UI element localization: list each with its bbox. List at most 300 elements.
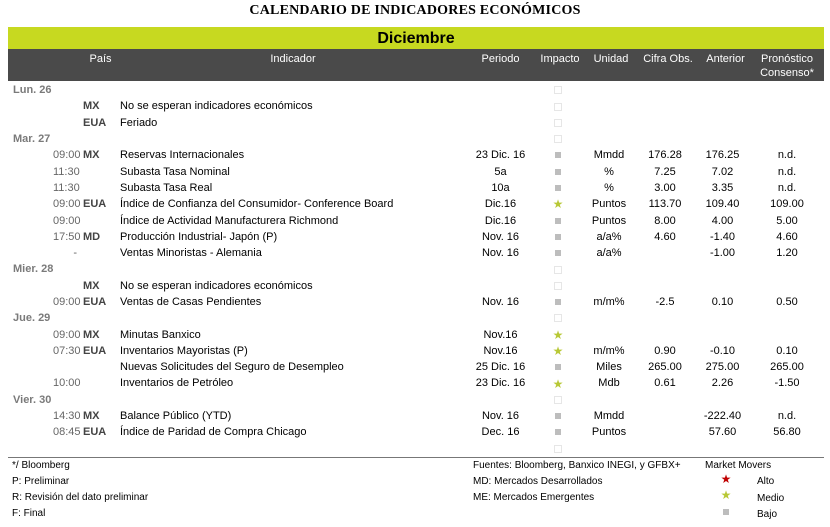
empty-square-icon — [554, 86, 562, 94]
row-impact — [533, 310, 583, 326]
row-date: Lun. 26 — [13, 84, 52, 97]
row-date — [8, 359, 53, 375]
row-forecast — [750, 310, 824, 326]
row-country — [83, 375, 120, 391]
row-country — [83, 163, 120, 179]
footnote-bloomberg: */ Bloomberg — [12, 460, 70, 471]
medio-star-icon: ★ — [552, 197, 564, 212]
row-country — [83, 441, 120, 457]
row-prev: 0.10 — [711, 296, 734, 308]
row-prev: 2.26 — [711, 377, 734, 390]
empty-square-icon — [554, 135, 562, 143]
row-obs: 113.70 — [648, 198, 682, 211]
row-unit: % — [604, 181, 614, 194]
row-impact — [533, 261, 583, 277]
row-obs: 176.28 — [648, 149, 682, 162]
row-impact — [533, 424, 583, 440]
row-period — [468, 392, 533, 408]
row-time — [53, 359, 83, 375]
page-title: CALENDARIO DE INDICADORES ECONÓMICOS — [249, 3, 581, 18]
row-date — [8, 115, 53, 131]
row-time: 07:30 — [53, 344, 81, 357]
row-date — [8, 278, 53, 294]
row-forecast: n.d. — [777, 181, 797, 194]
row-date — [8, 163, 53, 179]
empty-square-icon — [554, 396, 562, 404]
row-prev: -0.10 — [709, 344, 736, 357]
row-indicator — [120, 261, 468, 277]
footer-divider — [8, 457, 824, 458]
row-period — [468, 98, 533, 114]
row-forecast — [750, 278, 824, 294]
row-period: Dec. 16 — [481, 426, 520, 439]
legend-title: Market Movers — [705, 460, 772, 471]
table-row — [8, 343, 824, 359]
header-anterior: Anterior — [706, 53, 745, 65]
bajo-square-icon — [555, 429, 561, 435]
row-prev — [695, 326, 750, 342]
row-prev: -1.40 — [709, 230, 736, 243]
bajo-square-icon — [555, 413, 561, 419]
legend-alto: Alto — [757, 476, 775, 487]
row-impact — [533, 245, 583, 261]
table-row — [8, 392, 824, 408]
row-obs — [635, 441, 695, 457]
table-row — [8, 115, 824, 131]
row-prev: -222.40 — [703, 410, 742, 423]
bajo-square-icon — [555, 169, 561, 175]
row-prev: 4.00 — [711, 214, 734, 227]
row-date — [8, 245, 53, 261]
row-prev — [695, 131, 750, 147]
row-time: 11:30 — [53, 181, 80, 194]
row-indicator: No se esperan indicadores económicos — [120, 100, 313, 113]
empty-square-icon — [554, 282, 562, 290]
row-forecast: n.d. — [777, 410, 797, 423]
row-time: 09:00 — [53, 328, 81, 341]
row-country: MD — [83, 230, 101, 243]
row-country — [83, 310, 120, 326]
row-forecast — [750, 441, 824, 457]
row-country: MX — [83, 279, 100, 292]
row-country — [83, 245, 120, 261]
row-country — [83, 212, 120, 228]
row-impact — [533, 229, 583, 245]
row-period: Nov. 16 — [481, 410, 520, 423]
row-time — [53, 441, 83, 457]
table-row — [8, 326, 824, 342]
empty-square-icon — [554, 103, 562, 111]
footnote-me: ME: Mercados Emergentes — [473, 492, 595, 503]
row-indicator — [120, 310, 468, 326]
table-row — [8, 294, 824, 310]
row-unit: m/m% — [593, 344, 625, 357]
table-header — [8, 49, 824, 81]
row-prev — [695, 115, 750, 131]
row-unit: Puntos — [591, 214, 627, 227]
row-unit: m/m% — [593, 296, 625, 308]
row-prev: 57.60 — [708, 426, 737, 439]
bajo-square-icon — [719, 506, 733, 518]
row-obs — [635, 278, 695, 294]
row-forecast — [750, 261, 824, 277]
row-date — [8, 441, 53, 457]
header-pronostico-line2: Consenso* — [760, 67, 814, 79]
row-forecast — [750, 392, 824, 408]
row-time — [53, 261, 83, 277]
row-period — [468, 310, 533, 326]
row-date — [8, 326, 53, 342]
table-row — [8, 261, 824, 277]
row-obs — [635, 98, 695, 114]
row-prev — [695, 310, 750, 326]
row-unit — [583, 392, 635, 408]
row-unit: Puntos — [591, 426, 627, 439]
row-period — [468, 278, 533, 294]
row-unit: a/a% — [596, 230, 622, 243]
bajo-square-icon — [555, 218, 561, 224]
row-period: Dic.16 — [484, 214, 517, 227]
row-unit — [583, 98, 635, 114]
row-obs — [635, 115, 695, 131]
row-period: 5a — [494, 165, 507, 178]
row-indicator: Producción Industrial- Japón (P) — [120, 230, 278, 243]
row-time: 11:30 — [53, 165, 80, 178]
row-date — [8, 343, 53, 359]
row-indicator: No se esperan indicadores económicos — [120, 279, 313, 292]
row-obs: 4.60 — [654, 230, 676, 243]
row-date — [8, 212, 53, 228]
row-obs — [635, 310, 695, 326]
row-time: 17:50 — [53, 230, 81, 243]
row-forecast: 1.20 — [776, 247, 798, 260]
row-unit — [583, 261, 635, 277]
row-impact — [533, 180, 583, 196]
month-banner: Diciembre — [8, 27, 824, 49]
row-indicator: Feriado — [120, 116, 158, 129]
bajo-square-icon — [555, 234, 561, 240]
header-periodo: Periodo — [481, 53, 520, 65]
footnote-revision: R: Revisión del dato preliminar — [12, 492, 149, 503]
row-prev — [695, 278, 750, 294]
row-country: EUA — [83, 198, 107, 211]
row-impact — [533, 98, 583, 114]
row-period — [468, 441, 533, 457]
row-obs: 0.90 — [654, 344, 676, 357]
row-time: 09:00 — [53, 198, 81, 211]
row-indicator — [120, 441, 468, 457]
row-country: MX — [83, 328, 100, 341]
row-indicator: Ventas de Casas Pendientes — [120, 296, 262, 308]
alto-star-icon: ★ — [720, 472, 732, 486]
empty-square-icon — [554, 266, 562, 274]
row-period: Nov.16 — [483, 328, 518, 341]
row-period: 10a — [491, 181, 510, 194]
row-date — [8, 196, 53, 212]
bajo-square-icon — [555, 364, 561, 370]
row-time: - — [73, 247, 77, 260]
row-obs — [635, 131, 695, 147]
row-date — [8, 147, 53, 163]
row-unit — [583, 278, 635, 294]
row-unit — [583, 131, 635, 147]
row-forecast — [750, 326, 824, 342]
row-time: 09:00 — [53, 296, 81, 308]
row-period: 23 Dic. 16 — [475, 149, 526, 162]
header-pais: País — [89, 53, 112, 65]
row-impact — [533, 359, 583, 375]
row-date — [8, 229, 53, 245]
row-forecast: n.d. — [777, 165, 797, 178]
row-impact — [533, 408, 583, 424]
medio-star-icon: ★ — [552, 343, 564, 358]
row-indicator — [120, 392, 468, 408]
row-indicator — [120, 82, 468, 98]
row-obs: 3.00 — [654, 181, 676, 194]
row-impact — [533, 82, 583, 98]
row-country: MX — [83, 410, 100, 423]
row-date: Jue. 29 — [13, 312, 51, 325]
row-prev — [695, 82, 750, 98]
table-row — [8, 359, 824, 375]
row-forecast — [750, 82, 824, 98]
row-forecast — [750, 131, 824, 147]
bajo-square-icon — [555, 185, 561, 191]
row-forecast: 265.00 — [770, 361, 804, 374]
row-prev: -1.00 — [709, 247, 736, 260]
row-period: 25 Dic. 16 — [475, 361, 526, 374]
row-indicator: Inventarios Mayoristas (P) — [120, 344, 248, 357]
row-time — [53, 392, 83, 408]
medio-star-icon: ★ — [552, 376, 564, 391]
row-indicator: Nuevas Solicitudes del Seguro de Desempleo — [120, 361, 344, 374]
row-date: Vier. 30 — [13, 393, 52, 406]
row-country — [83, 82, 120, 98]
row-obs: 7.25 — [654, 165, 676, 178]
row-unit: a/a% — [596, 247, 622, 260]
row-period: Nov.16 — [483, 344, 518, 357]
row-prev: 3.35 — [711, 181, 734, 194]
row-obs: 0.61 — [654, 377, 676, 390]
row-country — [83, 180, 120, 196]
table-row — [8, 212, 824, 228]
table-row — [8, 310, 824, 326]
row-prev — [695, 98, 750, 114]
row-forecast: 109.00 — [770, 198, 804, 211]
row-forecast: 5.00 — [776, 214, 798, 227]
row-time: 08:45 — [53, 426, 81, 439]
row-impact — [533, 196, 583, 212]
row-period — [468, 82, 533, 98]
row-obs — [635, 245, 695, 261]
row-obs — [635, 326, 695, 342]
row-date — [8, 424, 53, 440]
row-unit: % — [604, 165, 614, 178]
table-row — [8, 180, 824, 196]
bajo-square-icon — [555, 250, 561, 256]
table-row — [8, 229, 824, 245]
footnote-final: F: Final — [12, 508, 46, 519]
row-obs — [635, 82, 695, 98]
row-forecast: n.d. — [777, 149, 797, 162]
row-impact — [533, 375, 583, 391]
row-country: MX — [83, 149, 100, 162]
row-country: EUA — [83, 426, 107, 439]
empty-square-icon — [554, 119, 562, 127]
header-indicador: Indicador — [270, 53, 316, 65]
row-indicator: Índice de Actividad Manufacturera Richmond — [120, 214, 339, 227]
row-forecast: 0.50 — [776, 296, 798, 308]
row-impact — [533, 131, 583, 147]
row-indicator — [120, 131, 468, 147]
row-country: MX — [83, 100, 100, 113]
row-impact — [533, 147, 583, 163]
row-obs — [635, 261, 695, 277]
table-row — [8, 98, 824, 114]
legend-bajo: Bajo — [757, 509, 778, 520]
row-period: Nov. 16 — [481, 296, 520, 308]
row-period: Dic.16 — [484, 198, 517, 211]
table-row — [8, 147, 824, 163]
row-date — [8, 180, 53, 196]
row-prev: 109.40 — [705, 198, 740, 211]
medio-star-icon: ★ — [720, 488, 732, 502]
row-unit — [583, 326, 635, 342]
table-row — [8, 163, 824, 179]
row-impact — [533, 326, 583, 342]
footnote-md: MD: Mercados Desarrollados — [473, 476, 603, 487]
table-row — [8, 278, 824, 294]
row-date — [8, 408, 53, 424]
row-obs — [635, 408, 695, 424]
row-indicator: Inventarios de Petróleo — [120, 377, 234, 390]
row-time — [53, 310, 83, 326]
row-time — [53, 131, 83, 147]
header-cifra-obs: Cifra Obs. — [643, 53, 693, 65]
header-pronostico-line1: Pronóstico — [761, 53, 813, 65]
row-time: 14:30 — [53, 410, 81, 423]
row-forecast: 4.60 — [776, 230, 798, 243]
row-obs: -2.5 — [655, 296, 675, 308]
row-country: EUA — [83, 296, 107, 308]
row-prev: 176.25 — [705, 149, 740, 162]
row-period: Nov. 16 — [481, 230, 520, 243]
header-impacto: Impacto — [540, 53, 580, 65]
row-indicator: Subasta Tasa Real — [120, 181, 213, 194]
row-indicator: Índice de Paridad de Compra Chicago — [120, 426, 307, 439]
row-indicator: Índice de Confianza del Consumidor- Conference Board — [120, 198, 394, 211]
row-prev — [695, 392, 750, 408]
row-date: Mier. 28 — [13, 263, 53, 276]
table-row — [8, 375, 824, 391]
row-unit: Mdb — [598, 377, 620, 390]
empty-square-icon — [554, 314, 562, 322]
header-pronostico — [753, 52, 821, 80]
row-impact — [533, 212, 583, 228]
row-indicator: Balance Público (YTD) — [120, 410, 232, 423]
row-indicator: Reservas Internacionales — [120, 149, 245, 162]
row-prev: 7.02 — [711, 165, 734, 178]
row-country — [83, 392, 120, 408]
table-row — [8, 196, 824, 212]
row-impact — [533, 441, 583, 457]
row-forecast: 56.80 — [773, 426, 801, 439]
row-period: Nov. 16 — [481, 247, 520, 260]
row-country — [83, 131, 120, 147]
table-row — [8, 82, 824, 98]
row-forecast: -1.50 — [774, 377, 800, 390]
table-row — [8, 408, 824, 424]
row-country — [83, 261, 120, 277]
row-time — [53, 115, 83, 131]
row-time: 10:00 — [53, 377, 81, 390]
row-date — [8, 375, 53, 391]
calendar-table — [8, 82, 824, 457]
row-unit — [583, 310, 635, 326]
row-date: Mar. 27 — [13, 133, 51, 146]
row-indicator: Minutas Banxico — [120, 328, 201, 341]
row-forecast — [750, 98, 824, 114]
row-unit — [583, 82, 635, 98]
row-prev — [695, 261, 750, 277]
row-time — [53, 82, 83, 98]
row-indicator: Subasta Tasa Nominal — [120, 165, 230, 178]
row-forecast: 0.10 — [776, 344, 798, 357]
row-country: EUA — [83, 116, 107, 129]
row-unit: Miles — [596, 361, 622, 374]
bajo-square-icon — [555, 299, 561, 305]
row-period — [468, 131, 533, 147]
row-date — [8, 294, 53, 310]
table-row — [8, 424, 824, 440]
row-impact — [533, 294, 583, 310]
row-prev — [695, 441, 750, 457]
row-impact — [533, 343, 583, 359]
table-row — [8, 245, 824, 261]
row-unit: Puntos — [591, 198, 627, 211]
row-time: 09:00 — [53, 214, 81, 227]
row-forecast — [750, 115, 824, 131]
row-obs: 8.00 — [654, 214, 676, 227]
footnote-sources: Fuentes: Bloomberg, Banxico INEGI, y GFBX+ — [473, 460, 681, 471]
row-period: 23 Dic. 16 — [475, 377, 526, 390]
row-date — [8, 98, 53, 114]
row-period — [468, 261, 533, 277]
row-unit — [583, 115, 635, 131]
row-impact — [533, 278, 583, 294]
row-unit: Mmdd — [593, 149, 625, 162]
empty-square-icon — [554, 445, 562, 453]
footnote-preliminar: P: Preliminar — [12, 476, 70, 487]
row-unit: Mmdd — [593, 410, 625, 423]
row-impact — [533, 392, 583, 408]
table-row — [8, 131, 824, 147]
row-obs — [635, 424, 695, 440]
row-country: EUA — [83, 344, 107, 357]
row-impact — [533, 163, 583, 179]
table-row — [8, 441, 824, 457]
row-obs — [635, 392, 695, 408]
row-time: 09:00 — [53, 149, 81, 162]
row-time — [53, 278, 83, 294]
row-period — [468, 115, 533, 131]
row-country — [83, 359, 120, 375]
bajo-square-icon — [555, 152, 561, 158]
row-unit — [583, 441, 635, 457]
row-impact — [533, 115, 583, 131]
row-obs: 265.00 — [648, 361, 682, 374]
row-prev: 275.00 — [705, 361, 740, 374]
